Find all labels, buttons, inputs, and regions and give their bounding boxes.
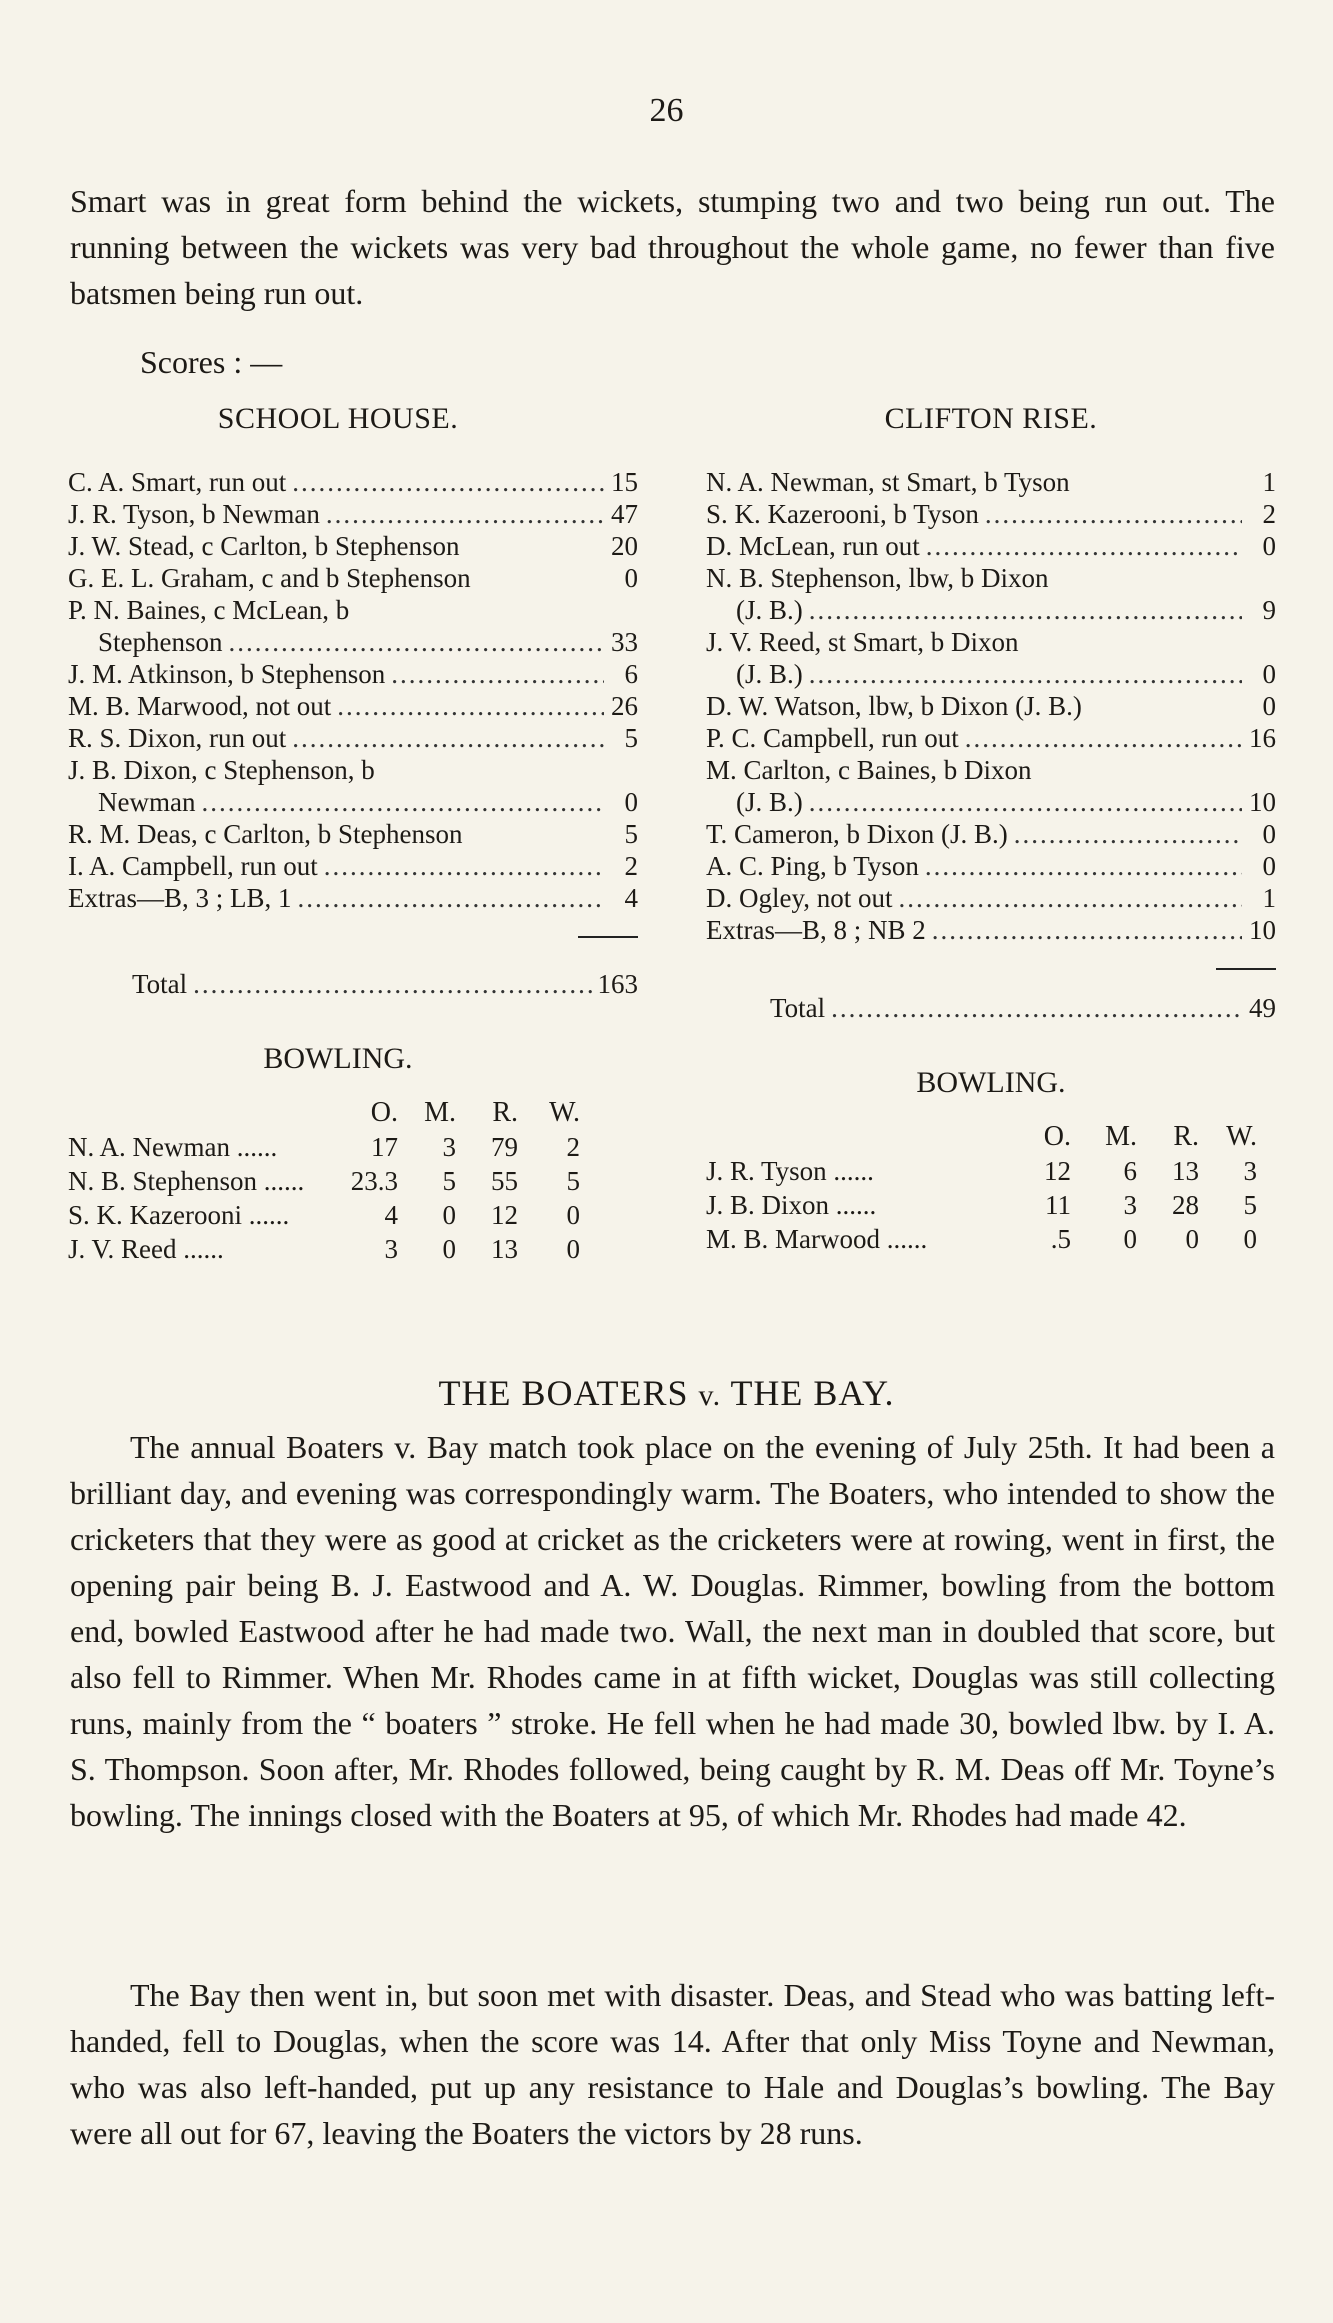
bowling-figure-m: 0	[442, 1234, 456, 1264]
bowling-figure-m: 3	[1123, 1190, 1137, 1220]
leader-dots	[831, 992, 1242, 1024]
leader-dots	[898, 882, 1242, 914]
title-left: THE BOATERS	[438, 1373, 689, 1413]
batting-row	[706, 466, 1276, 498]
batting-row	[68, 754, 638, 786]
batsman-entry: J. M. Atkinson, b Stephenson	[68, 659, 386, 689]
batting-row	[68, 786, 638, 818]
bowler-name: N. B. Stephenson	[68, 1166, 257, 1196]
batsman-entry: T. Cameron, b Dixon (J. B.)	[706, 819, 1008, 849]
leader-dots: ......	[880, 1224, 928, 1254]
batting-row	[706, 530, 1276, 562]
bowling-row	[706, 1222, 1257, 1256]
leader-dots	[324, 850, 604, 882]
bowling-figure-w: 0	[566, 1200, 580, 1230]
runs-value: 0	[1262, 691, 1276, 721]
batsman-entry: S. K. Kazerooni, b Tyson	[706, 499, 979, 529]
batting-row	[706, 882, 1276, 914]
batsman-entry: P. N. Baines, c McLean, b	[68, 595, 350, 625]
batsman-entry: J. V. Reed, st Smart, b Dixon	[706, 627, 1019, 657]
bowling-figure-w: 0	[1243, 1224, 1257, 1254]
batting-row	[68, 626, 638, 658]
bowling-table	[706, 1120, 1257, 1256]
bowler-name: M. B. Marwood	[706, 1224, 880, 1254]
batting-row	[706, 498, 1276, 530]
bowler-name-cell	[706, 1222, 986, 1256]
batsman-entry: C. A. Smart, run out	[68, 467, 287, 497]
bowling-figure-r: 13	[491, 1234, 518, 1264]
bowling-column-header: O.	[370, 1097, 398, 1128]
leader-dots	[229, 626, 605, 658]
runs-value: 6	[624, 659, 638, 689]
bowling-column-header: W.	[1226, 1121, 1257, 1152]
bowling-row	[68, 1198, 580, 1232]
batsman-entry: M. Carlton, c Baines, b Dixon	[706, 755, 1032, 785]
bowler-name: N. A. Newman	[68, 1132, 230, 1162]
bowling-heading: BOWLING.	[263, 1042, 413, 1075]
bowler-name: J. R. Tyson	[706, 1156, 827, 1186]
bowling-figure-o: 11	[1045, 1190, 1071, 1220]
batsman-entry: N. B. Stephenson, lbw, b Dixon	[706, 563, 1049, 593]
intro-paragraph	[70, 178, 1275, 316]
title-versus: v.	[698, 1379, 722, 1412]
bowling-column-header: R.	[492, 1097, 518, 1128]
batsman-entry: I. A. Campbell, run out	[68, 851, 318, 881]
bowling-figure-m: 6	[1123, 1156, 1137, 1186]
batsman-entry: D. McLean, run out	[706, 531, 920, 561]
batsman-entry: P. C. Campbell, run out	[706, 723, 959, 753]
leader-dots	[932, 914, 1242, 946]
runs-value: 10	[1249, 787, 1276, 817]
batsman-entry: Stephenson	[98, 627, 223, 657]
batting-row	[68, 530, 638, 562]
bowler-name-cell	[68, 1164, 318, 1198]
runs-value: 9	[1262, 595, 1276, 625]
match-report-paragraph-2	[70, 1972, 1275, 2156]
bowler-column-header	[68, 1096, 318, 1130]
leader-dots	[292, 466, 604, 498]
team-heading: SCHOOL HOUSE.	[217, 402, 459, 435]
bowler-name-cell	[706, 1154, 986, 1188]
match-report-paragraph-1	[70, 1424, 1275, 1838]
batting-row	[706, 594, 1276, 626]
leader-dots: ......	[829, 1190, 877, 1220]
leader-dots: ......	[241, 1200, 290, 1230]
bowling-table	[68, 1096, 580, 1266]
team-heading: CLIFTON RISE.	[884, 402, 1098, 435]
clifton-rise-scorecard	[706, 402, 1276, 1256]
paragraph-text: The annual Boaters v. Bay match took place on the evening of July 25th. It had been a brilliant day, and evening was correspondingly warm. The Boaters, who intended to show the cricketers that they were as good at cricket as the cricketers were at rowing, went in first, the opening pair being B. J. Eastwood and A. W. Douglas. Rimmer, bowling from the bottom end, bowled Eastwood after he had made two. Wall, the next man in doubled that score, but also fell to Rimmer. When Mr. Rhodes came in at fifth wicket, Douglas was still collecting runs, mainly from the “ boaters ” stroke. He fell when he had made 30, bowled lbw. by I. A. S. Thompson. Soon after, Mr. Rhodes followed, being caught by R. M. Deas off Mr. Toyne’s bowling. The innings closed with the Boaters at 95, of which Mr. Rhodes had made 42.	[70, 1429, 1275, 1833]
leader-dots	[193, 968, 591, 1000]
bowling-figure-m: 0	[442, 1200, 456, 1230]
bowler-name: J. V. Reed	[68, 1234, 177, 1264]
bowler-name-cell	[68, 1232, 318, 1266]
section-title	[0, 1372, 1333, 1414]
batsman-entry: N. A. Newman, st Smart, b Tyson	[706, 467, 1070, 497]
bowling-figure-w: 0	[566, 1234, 580, 1264]
bowling-figure-o: 23.3	[350, 1166, 398, 1196]
total-runs: 163	[597, 969, 638, 999]
bowling-figure-r: 28	[1172, 1190, 1199, 1220]
runs-value: 2	[624, 851, 638, 881]
school-house-scorecard	[68, 402, 638, 1266]
batsman-entry: D. Ogley, not out	[706, 883, 893, 913]
batting-row	[706, 818, 1276, 850]
leader-dots	[809, 786, 1242, 818]
batting-row	[68, 658, 638, 690]
runs-value: 1	[1262, 883, 1276, 913]
leader-dots: ......	[826, 1156, 874, 1186]
bowling-figure-r: 0	[1185, 1224, 1199, 1254]
batsman-entry: R. M. Deas, c Carlton, b Stephenson	[68, 819, 463, 849]
leader-dots	[201, 786, 604, 818]
batsman-entry: G. E. L. Graham, c and b Stephenson	[68, 563, 471, 593]
bowling-figure-m: 3	[442, 1132, 456, 1162]
batsman-entry: M. B. Marwood, not out	[68, 691, 332, 721]
bowling-figure-r: 12	[491, 1200, 518, 1230]
leader-dots	[985, 498, 1242, 530]
total-rule	[1216, 968, 1276, 970]
scores-label: Scores : —	[140, 344, 283, 380]
bowling-column-header: W.	[549, 1097, 580, 1128]
bowling-figure-o: 12	[1044, 1156, 1071, 1186]
bowling-figure-r: 13	[1172, 1156, 1199, 1186]
runs-value: 20	[611, 531, 638, 561]
leader-dots	[926, 530, 1242, 562]
bowler-name-cell	[68, 1130, 318, 1164]
batting-row	[706, 786, 1276, 818]
bowling-column-header: R.	[1173, 1121, 1199, 1152]
runs-value: 26	[611, 691, 638, 721]
title-right: THE BAY.	[730, 1373, 895, 1413]
runs-value: 47	[611, 499, 638, 529]
bowling-heading: BOWLING.	[916, 1066, 1066, 1099]
batsman-entry: J. B. Dixon, c Stephenson, b	[68, 755, 375, 785]
runs-value: 5	[624, 723, 638, 753]
runs-value: 0	[1262, 659, 1276, 689]
runs-value: 0	[624, 563, 638, 593]
leader-dots: ......	[257, 1166, 305, 1196]
bowling-row	[68, 1232, 580, 1266]
batting-row	[68, 690, 638, 722]
total-label: Total	[770, 993, 826, 1023]
leader-dots	[298, 882, 605, 914]
leader-dots	[965, 722, 1242, 754]
bowling-figure-o: .5	[1050, 1224, 1071, 1254]
leader-dots: ......	[229, 1132, 278, 1162]
leader-dots	[326, 498, 604, 530]
runs-value: 1	[1262, 467, 1276, 497]
bowling-column-header: M.	[424, 1097, 456, 1128]
bowler-name: J. B. Dixon	[706, 1190, 830, 1220]
batsman-entry: D. W. Watson, lbw, b Dixon (J. B.)	[706, 691, 1082, 721]
bowling-figure-w: 2	[566, 1132, 580, 1162]
bowling-column-header: O.	[1043, 1121, 1071, 1152]
batting-row	[706, 722, 1276, 754]
runs-value: 33	[611, 627, 638, 657]
batting-row	[68, 562, 638, 594]
bowler-name-cell	[68, 1198, 318, 1232]
batsman-entry: (J. B.)	[736, 659, 803, 689]
bowler-name-cell	[706, 1188, 986, 1222]
runs-value: 5	[624, 819, 638, 849]
batting-row	[706, 754, 1276, 786]
batting-row	[68, 498, 638, 530]
batting-row	[706, 850, 1276, 882]
total-runs: 49	[1249, 993, 1276, 1023]
bowling-row	[706, 1188, 1257, 1222]
batting-row	[68, 722, 638, 754]
total-label: Total	[132, 969, 188, 999]
leader-dots	[1014, 818, 1242, 850]
batting-row	[68, 850, 638, 882]
bowling-figure-o: 17	[371, 1132, 398, 1162]
batting-row	[706, 562, 1276, 594]
leader-dots	[391, 658, 604, 690]
batting-row	[706, 658, 1276, 690]
bowling-figure-w: 5	[1243, 1190, 1257, 1220]
batsman-entry: (J. B.)	[736, 595, 803, 625]
batsman-entry: A. C. Ping, b Tyson	[706, 851, 919, 881]
total-row	[706, 992, 1276, 1024]
runs-value: 10	[1249, 915, 1276, 945]
runs-value: 0	[624, 787, 638, 817]
bowling-figure-o: 3	[384, 1234, 398, 1264]
batting-row	[706, 690, 1276, 722]
bowling-column-header: M.	[1105, 1121, 1137, 1152]
leader-dots	[809, 658, 1242, 690]
bowling-figure-m: 0	[1123, 1224, 1137, 1254]
total-rule	[578, 936, 638, 938]
bowling-row	[68, 1164, 580, 1198]
runs-value: 15	[611, 467, 638, 497]
bowling-figure-m: 5	[442, 1166, 456, 1196]
bowling-figure-w: 3	[1243, 1156, 1257, 1186]
batsman-entry: R. S. Dixon, run out	[68, 723, 287, 753]
batting-row	[68, 818, 638, 850]
batsman-entry: Extras—B, 3 ; LB, 1	[68, 883, 292, 913]
bowler-column-header	[706, 1120, 986, 1154]
runs-value: 0	[1262, 851, 1276, 881]
batsman-entry: Newman	[98, 787, 196, 817]
bowling-row	[68, 1130, 580, 1164]
bowling-figure-r: 79	[491, 1132, 518, 1162]
bowling-figure-r: 55	[491, 1166, 518, 1196]
batting-row	[68, 882, 638, 914]
batting-row	[706, 626, 1276, 658]
batsman-entry: J. W. Stead, c Carlton, b Stephenson	[68, 531, 460, 561]
leader-dots: ......	[176, 1234, 224, 1264]
batting-row	[68, 466, 638, 498]
batsman-entry: Extras—B, 8 ; NB 2	[706, 915, 926, 945]
runs-value: 16	[1249, 723, 1276, 753]
total-row	[68, 968, 638, 1000]
bowling-header-row	[706, 1120, 1257, 1154]
bowling-header-row	[68, 1096, 580, 1130]
leader-dots	[925, 850, 1242, 882]
page-number: 26	[649, 92, 684, 129]
batting-row	[68, 594, 638, 626]
batsman-entry: (J. B.)	[736, 787, 803, 817]
bowler-name: S. K. Kazerooni	[68, 1200, 242, 1230]
runs-value: 2	[1262, 499, 1276, 529]
batsman-entry: J. R. Tyson, b Newman	[68, 499, 320, 529]
leader-dots	[337, 690, 604, 722]
leader-dots	[809, 594, 1242, 626]
runs-value: 0	[1262, 531, 1276, 561]
batting-list	[706, 466, 1276, 946]
intro-text: Smart was in great form behind the wickets, stumping two and two being run out. The running between the wickets was very bad throughout the whole game, no fewer than five batsmen being run out.	[70, 183, 1275, 311]
runs-value: 4	[624, 883, 638, 913]
batting-list	[68, 466, 638, 914]
bowling-row	[706, 1154, 1257, 1188]
bowling-figure-o: 4	[384, 1200, 398, 1230]
paragraph-text: The Bay then went in, but soon met with disaster. Deas, and Stead who was batting left-handed, fell to Douglas, when the score was 14. After that only Miss Toyne and Newman, who was also left-handed, put up any resistance to Hale and Douglas’s bowling. The Bay were all out for 67, leaving the Boaters the victors by 28 runs.	[70, 1977, 1275, 2151]
runs-value: 0	[1262, 819, 1276, 849]
leader-dots	[292, 722, 604, 754]
batting-row	[706, 914, 1276, 946]
bowling-figure-w: 5	[566, 1166, 580, 1196]
